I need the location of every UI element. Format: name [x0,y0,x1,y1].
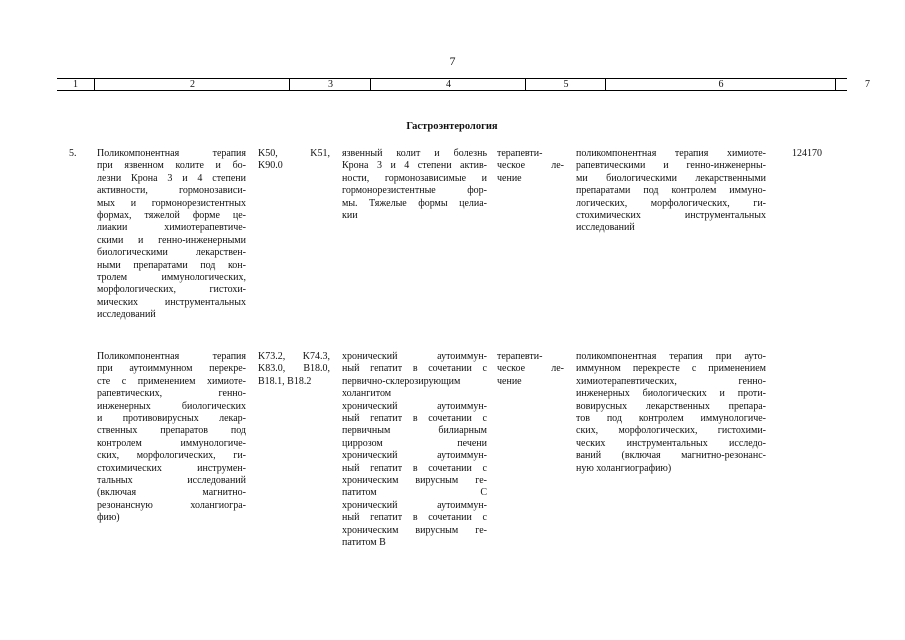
text-line: хронический аутоиммун- [342,351,487,362]
text-line: вовирусных лекарственных препара- [576,400,766,412]
header-col-6: 6 [605,79,836,90]
text-line: ственных препаратов под [97,425,246,437]
text-line: скими и генно-инженерными [97,234,246,246]
text-line: кии [342,210,358,222]
text-line: ными препаратами под кон- [97,259,246,271]
text-line: хронический аутоиммун- [342,499,487,511]
text-line: ный гепатит в сочетании с [342,512,487,524]
text-line: ный гепатит в сочетании с [342,413,487,425]
text-line: хронический аутоиммун- [342,400,487,412]
text-line: препаратами под контролем иммуно- [576,185,766,197]
text-line: хроническим вирусным ге- [342,524,487,536]
text-line: патитом B [342,537,386,549]
text-line: инженерных биологических и проти- [576,388,766,400]
text-line: чение [497,375,522,387]
text-line: резонансную холангиогра- [97,499,246,511]
row-1-method [576,148,766,235]
text-line: мических инструментальных [97,296,246,308]
text-line: K50, K51, [258,148,330,159]
text-line: инженерных биологических [97,400,246,412]
text-line: тов под контролем иммунологиче- [576,413,766,425]
text-line: тролем иммунологических, [97,272,246,284]
text-line: ских, морфологических, гистохими- [576,425,766,437]
text-line: и противовирусных лекар- [97,413,246,425]
row-2-name [97,351,246,525]
text-line: (включая магнитно- [97,487,246,499]
column-number-header [57,78,870,91]
text-line: K73.2, K74.3, [258,351,330,362]
text-line: при аутоиммунном перекре- [97,363,246,375]
text-line: K83.0, B18.0, [258,363,330,375]
text-line: ческих инструментальных исследо- [576,437,766,449]
header-col-3: 3 [289,79,371,90]
text-line: ческое ле- [497,160,564,172]
text-line: контролем иммунологиче- [97,437,246,449]
header-col-5: 5 [525,79,606,90]
row-1-treatment-type [497,148,564,185]
header-col-1: 1 [73,79,78,90]
text-line: B18.1, B18.2 [258,375,312,387]
text-line: первичным билиарным [342,425,487,437]
text-line: поликомпонентная терапия химиоте- [576,148,766,159]
text-line: ную холангиографию) [576,462,672,474]
row-1-patient-model [342,148,487,222]
text-line: хронический аутоиммун- [342,450,487,462]
text-line: логических, морфологических, ги- [576,197,766,209]
text-line: ми биологическими лекарственными [576,172,766,184]
text-line: рапевтическими и генно-инженерны- [576,160,766,172]
text-line: Крона 3 и 4 степени актив- [342,160,487,172]
row-1-cost: 124170 [792,148,822,159]
text-line: иммунном перекресте с применением [576,363,766,375]
text-line: гормонорезистентные фор- [342,185,487,197]
text-line: фию) [97,512,120,524]
text-line: терапевти- [497,148,543,159]
header-col-4: 4 [370,79,526,90]
text-line: язвенный колит и болезнь [342,148,487,159]
text-line: Поликомпонентная терапия [97,148,246,159]
text-line: ческое ле- [497,363,564,375]
text-line: холангитом [342,388,392,400]
text-line: стохимических инструмен- [97,462,246,474]
text-line: формах, тяжелой форме це- [97,210,246,222]
text-line: лезни Крона 3 и 4 степени [97,172,246,184]
text-line: химиотерапевтических, генно- [576,375,766,387]
text-line: тальных исследований [97,475,246,487]
row-1-number: 5. [69,148,77,159]
row-1-codes [258,148,330,173]
text-line: ваний (включая магнитно-резонанс- [576,450,766,462]
text-line: циррозом печени [342,437,487,449]
text-line: рапевтических, генно- [97,388,246,400]
row-2-patient-model [342,351,487,550]
header-col-7: 7 [835,79,899,90]
text-line: ный гепатит в сочетании с [342,462,487,474]
text-line: ный гепатит в сочетании с [342,363,487,375]
text-line: сте с применением химиоте- [97,375,246,387]
row-2-codes [258,351,330,388]
text-line: патитом С [342,487,487,499]
row-2-method [576,351,766,475]
row-1-name [97,148,246,322]
text-line: лиакии химиотерапевтиче- [97,222,246,234]
text-line: поликомпонентная терапия при ауто- [576,351,766,362]
text-line: морфологических, гистохи- [97,284,246,296]
text-line: мых и гормонорезистентных [97,197,246,209]
text-line: терапевти- [497,351,543,362]
header-col-2: 2 [94,79,290,90]
page-number: 7 [449,54,456,68]
text-line: ских, морфологических, ги- [97,450,246,462]
text-line: биологическими лекарствен- [97,247,246,259]
text-line: активности, гормонозависи- [97,185,246,197]
text-line: K90.0 [258,160,283,172]
text-line: первично-склерозирующим [342,375,461,387]
row-2-treatment-type [497,351,564,388]
text-line: исследований [97,309,156,321]
text-line: при язвенном колите и бо- [97,160,246,172]
text-line: мы. Тяжелые формы целиа- [342,197,487,209]
text-line: хроническим вирусным ге- [342,475,487,487]
text-line: Поликомпонентная терапия [97,351,246,362]
text-line: исследований [576,222,635,234]
text-line: ности, гормонозависимые и [342,172,487,184]
text-line: чение [497,172,522,184]
text-line: стохимических инструментальных [576,210,766,222]
section-title: Гастроэнтерология [406,121,498,132]
